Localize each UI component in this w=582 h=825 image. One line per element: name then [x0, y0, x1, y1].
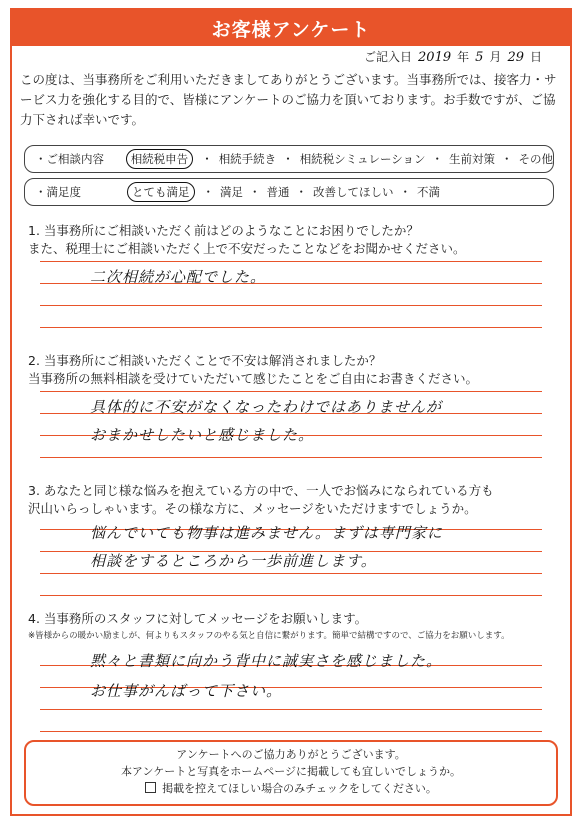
consultation-option[interactable]: その他	[518, 152, 553, 166]
question-number: 4.	[28, 611, 40, 626]
consultation-option[interactable]: 生前対策	[449, 152, 495, 166]
date-row	[364, 48, 542, 65]
footer-box	[24, 740, 558, 806]
intro-text: この度は、当事務所をご利用いただきましてありがとうございます。当事務所では、接客力・サービス力を強化する目的で、皆様にアンケートのご協力を頂いております。お手数ですが、ご協力下されば幸いです。	[20, 72, 557, 127]
consultation-options: 相続税申告 ・ 相続手続き ・ 相続税シミュレーション ・ 生前対策 ・ その他	[126, 149, 553, 169]
question-number: 3.	[28, 483, 40, 498]
question-4-note: ※皆様からの暖かい励ましが、何よりもスタッフのやる気と自信に繋がります。簡単で結構ですので、ご協力をお願いします。	[28, 631, 510, 641]
question-text: あなたと同じ様な悩みを抱えている方の中で、一人でお悩みになられている方も 沢山いらっしゃいます。その様な方に、メッセージをいただけますでしょうか。	[28, 483, 494, 516]
title-bar	[12, 10, 570, 46]
date-day-unit: 日	[529, 50, 542, 64]
date-year: 2019	[418, 50, 452, 65]
answer-3-line-1: 悩んでいても物事は進みません。まずは専門家に	[90, 524, 443, 542]
publish-checkbox[interactable]	[145, 782, 156, 793]
satisfaction-options: とても満足 ・ 満足 ・ 普通 ・ 改善してほしい ・ 不満	[127, 182, 440, 202]
satisfaction-row	[24, 178, 554, 206]
footer-checkbox-label: 掲載を控えてほしい場合のみチェックをしてください。	[162, 782, 437, 795]
date-month-unit: 月	[489, 50, 502, 64]
date-day: 29	[507, 50, 524, 65]
satisfaction-option[interactable]: とても満足	[127, 182, 195, 202]
answer-3-line-2: 相談をするところから一歩前進します。	[90, 552, 377, 570]
answer-1-line-1: 二次相続が心配でした。	[90, 268, 267, 286]
answer-4-line-1: 黙々と書類に向かう背中に誠実さを感じました。	[90, 652, 443, 670]
question-text: 当事務所にご相談いただく前はどのようなことにお困りでしたか？ また、税理士にご相談いただく上で不安だったことなどをお聞かせください。	[28, 223, 466, 256]
satisfaction-option[interactable]: 普通	[266, 185, 290, 199]
consultation-row	[24, 145, 554, 173]
consultation-option[interactable]: 相続税申告	[126, 149, 194, 169]
question-text: 当事務所にご相談いただくことで不安は解消されましたか？ 当事務所の無料相談を受けていただいて感じたことをご自由にお書きください。	[28, 353, 479, 386]
satisfaction-option[interactable]: 不満	[417, 185, 440, 199]
date-month: 5	[475, 50, 484, 65]
page-title: お客様アンケート	[211, 18, 371, 41]
consultation-option[interactable]: 相続税シミュレーション	[299, 152, 426, 166]
satisfaction-option[interactable]: 満足	[220, 185, 243, 199]
date-year-unit: 年	[457, 50, 470, 64]
footer-permission: 本アンケートと写真をホームページに掲載しても宜しいでしょうか。	[120, 765, 462, 778]
question-number: 1.	[28, 223, 40, 238]
answer-4-line-2: お仕事がんばって下さい。	[90, 682, 283, 700]
answer-2-line-2: おまかせしたいと感じました。	[90, 426, 315, 444]
question-text: 当事務所のスタッフに対してメッセージをお願いします。	[43, 611, 368, 626]
question-4	[28, 610, 558, 642]
footer-thanks: アンケートへのご協力ありがとうございます。	[176, 748, 406, 761]
satisfaction-option[interactable]: 改善してほしい	[313, 185, 394, 199]
consultation-option[interactable]: 相続手続き	[218, 152, 277, 166]
satisfaction-label: ・満足度	[35, 185, 81, 199]
answer-2-line-1: 具体的に不安がなくなったわけではありませんが	[90, 398, 443, 416]
question-number: 2.	[28, 353, 40, 368]
consultation-label: ・ご相談内容	[35, 152, 104, 166]
footer-checkbox-row	[26, 780, 556, 797]
date-label: ご記入日	[364, 50, 413, 64]
